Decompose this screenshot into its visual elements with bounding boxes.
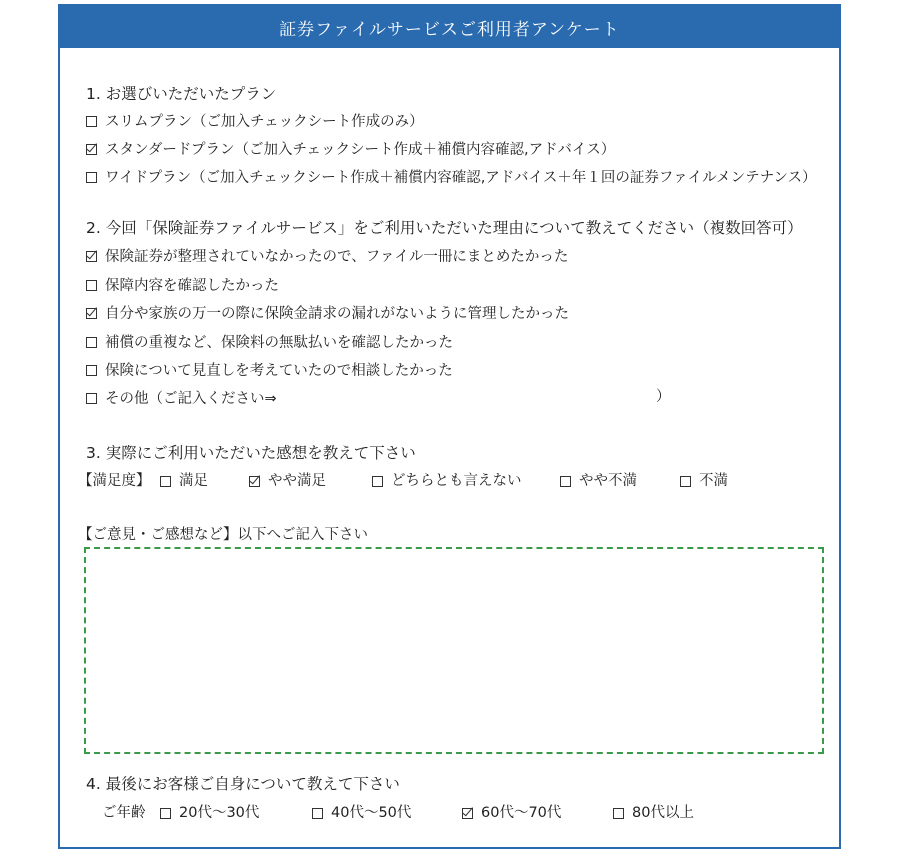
checkbox-icon[interactable] [160, 808, 171, 819]
satisfaction-option-2[interactable]: やや満足 [249, 471, 326, 491]
age-option-1[interactable]: 20代～30代 [160, 803, 259, 823]
checkbox-icon[interactable] [86, 308, 97, 319]
checkbox-icon[interactable] [613, 808, 624, 819]
age-option-2[interactable]: 40代～50代 [312, 803, 411, 823]
checkbox-icon[interactable] [249, 476, 260, 487]
q4-heading: 4. 最後にお客様ご自身について教えて下さい [86, 775, 400, 793]
q2-option-3[interactable]: 自分や家族の万一の際に保険金請求の漏れがないように管理したかった [86, 304, 569, 324]
q2-other-close-paren: ） [656, 389, 671, 405]
checkbox-icon[interactable] [462, 808, 473, 819]
checkbox-icon[interactable] [160, 476, 171, 487]
satisfaction-option-5[interactable]: 不満 [680, 471, 728, 491]
q2-option-4[interactable]: 補償の重複など、保険料の無駄払いを確認したかった [86, 333, 453, 353]
q2-option-other[interactable]: その他（ご記入ください⇒ [86, 389, 277, 409]
form-title: 証券ファイルサービスご利用者アンケート [60, 6, 839, 48]
age-label: ご年齢 [102, 805, 146, 821]
survey-form [58, 4, 841, 849]
checkbox-icon[interactable] [86, 116, 97, 127]
checkbox-icon[interactable] [86, 337, 97, 348]
checkbox-icon[interactable] [86, 144, 97, 155]
age-option-4[interactable]: 80代以上 [613, 803, 694, 823]
satisfaction-option-1[interactable]: 満足 [160, 471, 208, 491]
comment-label: 【ご意見・ご感想など】以下へご記入下さい [78, 527, 368, 543]
q2-heading: 2. 今回「保険証券ファイルサービス」をご利用いただいた理由について教えてください（複数回答可） [86, 219, 803, 237]
checkbox-icon[interactable] [312, 808, 323, 819]
checkbox-icon[interactable] [680, 476, 691, 487]
checkbox-icon[interactable] [86, 365, 97, 376]
checkbox-icon[interactable] [86, 280, 97, 291]
q1-option-standard[interactable]: スタンダードプラン（ご加入チェックシート作成＋補償内容確認,アドバイス） [86, 140, 615, 160]
q2-option-1[interactable]: 保険証券が整理されていなかったので、ファイル一冊にまとめたかった [86, 247, 568, 267]
checkbox-icon[interactable] [372, 476, 383, 487]
satisfaction-label: 【満足度】 [78, 473, 151, 489]
q1-heading: 1. お選びいただいたプラン [86, 85, 277, 103]
checkbox-icon[interactable] [86, 393, 97, 404]
q2-option-5[interactable]: 保険について見直しを考えていたので相談したかった [86, 361, 453, 381]
q3-heading: 3. 実際にご利用いただいた感想を教えて下さい [86, 444, 416, 462]
q2-option-2[interactable]: 保障内容を確認したかった [86, 276, 279, 296]
checkbox-icon[interactable] [560, 476, 571, 487]
satisfaction-option-3[interactable]: どちらとも言えない [372, 471, 522, 491]
satisfaction-option-4[interactable]: やや不満 [560, 471, 637, 491]
age-option-3[interactable]: 60代～70代 [462, 803, 561, 823]
checkbox-icon[interactable] [86, 251, 97, 262]
comment-textarea[interactable] [84, 547, 824, 754]
q1-option-wide[interactable]: ワイドプラン（ご加入チェックシート作成＋補償内容確認,アドバイス＋年１回の証券ファイルメンテナンス） [86, 168, 816, 188]
q1-option-slim[interactable]: スリムプラン（ご加入チェックシート作成のみ） [86, 112, 424, 132]
checkbox-icon[interactable] [86, 172, 97, 183]
